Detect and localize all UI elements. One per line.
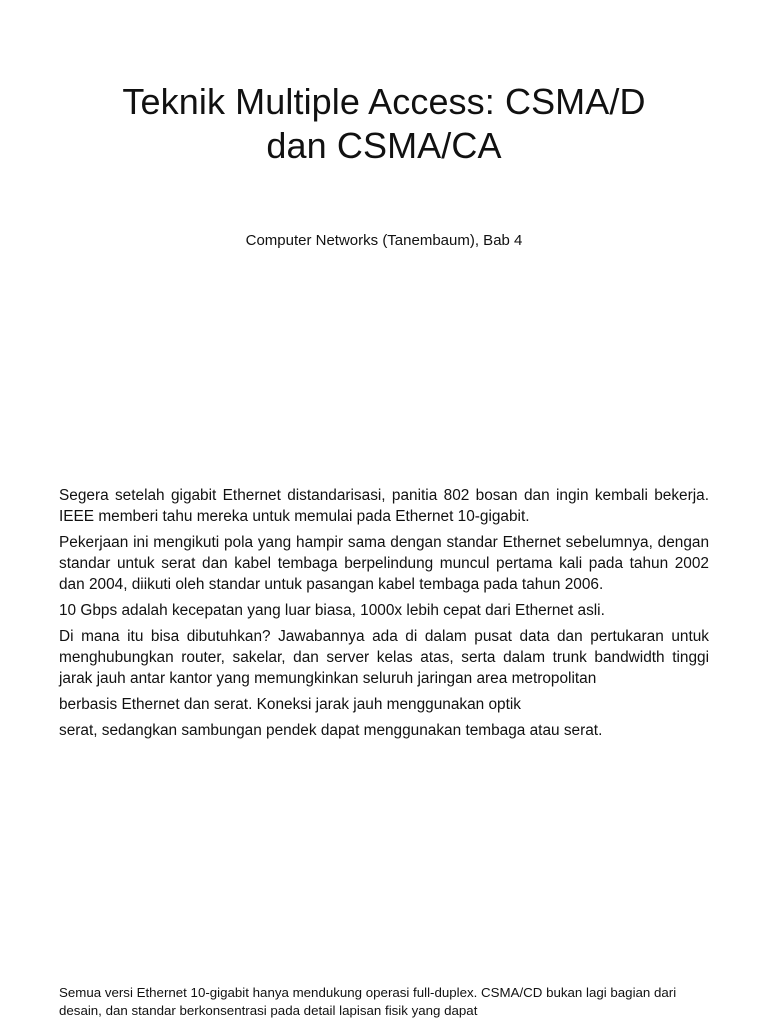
paragraph: Di mana itu bisa dibutuhkan? Jawabannya ada di dalam pusat data dan pertukaran untuk menghubungkan router, sakelar, dan server kelas atas, serta dalam trunk bandwidth tinggi jarak jauh antar kantor yang memungkinkan seluruh jaringan area metropolitan [59, 628, 709, 687]
paragraph: 10 Gbps adalah kecepatan yang luar biasa, 1000x lebih cepat dari Ethernet asli. [59, 602, 605, 619]
paragraph: serat, sedangkan sambungan pendek dapat menggunakan tembaga atau serat. [59, 722, 603, 739]
paragraph: Segera setelah gigabit Ethernet distandarisasi, panitia 802 bosan dan ingin kembali bekerja. IEEE memberi tahu mereka untuk memulai pada Ethernet 10-gigabit. [59, 487, 709, 525]
page-subtitle: Computer Networks (Tanembaum), Bab 4 [245, 232, 523, 249]
footer-paragraph: Semua versi Ethernet 10-gigabit hanya mendukung operasi full-duplex. CSMA/CD bukan lagi bagian dari desain, dan standar berkonsentrasi pada detail lapisan fisik yang dapat [59, 985, 677, 1018]
paragraph: Pekerjaan ini mengikuti pola yang hampir sama dengan standar Ethernet sebelumnya, dengan standar untuk serat dan kabel tembaga berpelindung muncul pertama kali pada tahun 2002 dan 2004, diikuti oleh standar untuk pasangan kabel tembaga pada tahun 2006. [59, 534, 709, 593]
body-text [59, 485, 709, 746]
paragraph: berbasis Ethernet dan serat. Koneksi jarak jauh menggunakan optik [59, 696, 522, 713]
title-line-1: Teknik Multiple Access: CSMA/D [122, 81, 646, 122]
page-title [60, 80, 708, 168]
title-line-2: dan CSMA/CA [266, 125, 502, 166]
